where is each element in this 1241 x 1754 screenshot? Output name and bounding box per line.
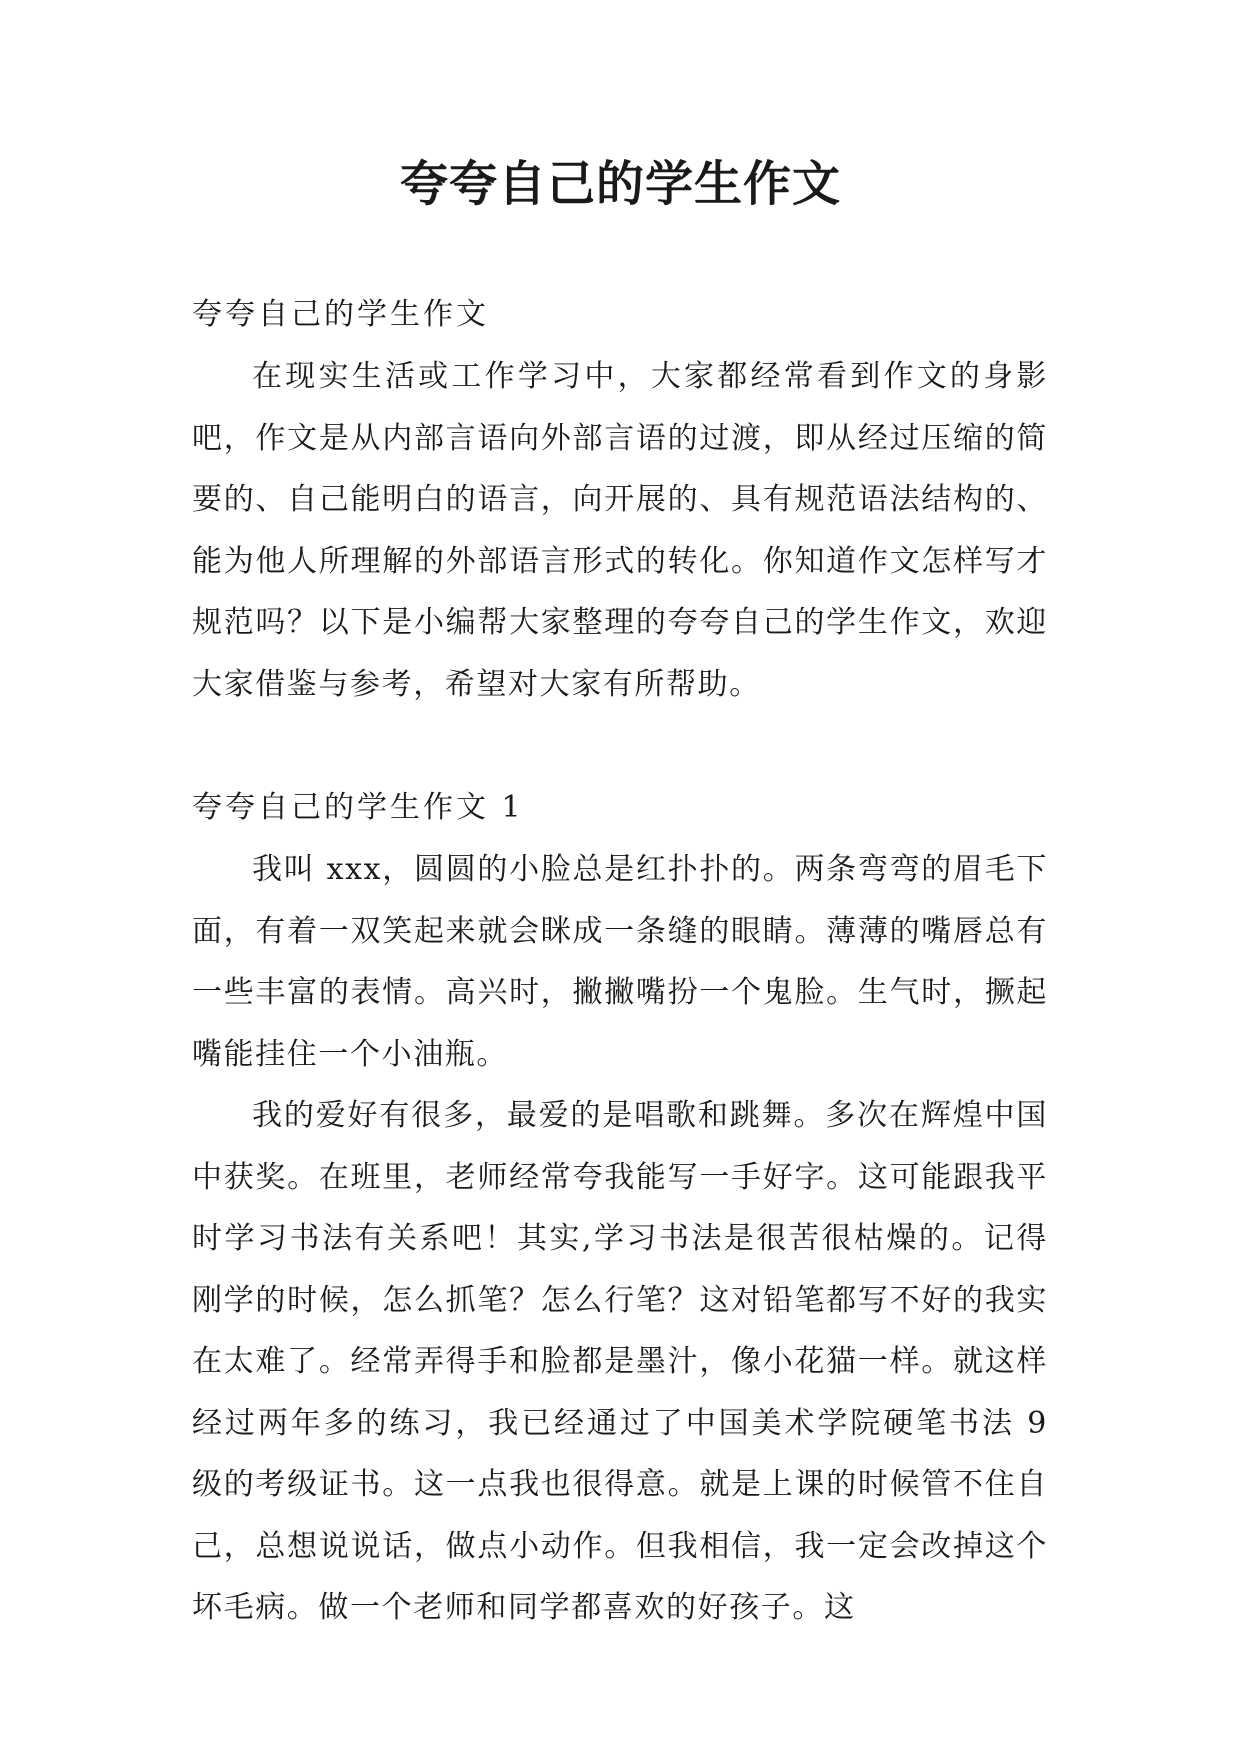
- document-title: 夸夸自己的学生作文: [399, 156, 841, 212]
- section-1-heading: 夸夸自己的学生作文 1: [192, 790, 524, 825]
- section-1-paragraph-2: 我的爱好有很多，最爱的是唱歌和跳舞。多次在辉煌中国中获奖。在班里，老师经常夸我能写一手好字。这可能跟我平时学习书法有关系吧！其实,学习书法是很苦很枯燥的。记得刚学的时候，怎么抓笔？怎么行笔？这对铅笔都写不好的我实在太难了。经常弄得手和脸都是墨汁，像小花猫一样。就这样经过两年多的练习，我已经通过了中国美术学院硬笔书法 9 级的考级证书。这一点我也很得意。就是上课的时候管不住自己，总想说说话，做点小动作。但我相信，我一定会改掉这个坏毛病。做一个老师和同学都喜欢的好孩子。这: [192, 1098, 1048, 1625]
- document-body: [192, 284, 1048, 1639]
- intro-paragraph: 在现实生活或工作学习中，大家都经常看到作文的身影吧，作文是从内部言语向外部言语的过渡，即从经过压缩的简要的、自己能明白的语言，向开展的、具有规范语法结构的、能为他人所理解的外部语言形式的转化。你知道作文怎样写才规范吗？以下是小编帮大家整理的夸夸自己的学生作文，欢迎大家借鉴与参考，希望对大家有所帮助。: [192, 359, 1048, 702]
- section-gap: [192, 715, 1048, 777]
- section-1-paragraph-1: 我叫 xxx，圆圆的小脸总是红扑扑的。两条弯弯的眉毛下面，有着一双笑起来就会眯成一条缝的眼睛。薄薄的嘴唇总有一些丰富的表情。高兴时，撇撇嘴扮一个鬼脸。生气时，撅起嘴能挂住一个小油瓶。: [192, 852, 1048, 1072]
- intro-heading: 夸夸自己的学生作文: [192, 297, 489, 332]
